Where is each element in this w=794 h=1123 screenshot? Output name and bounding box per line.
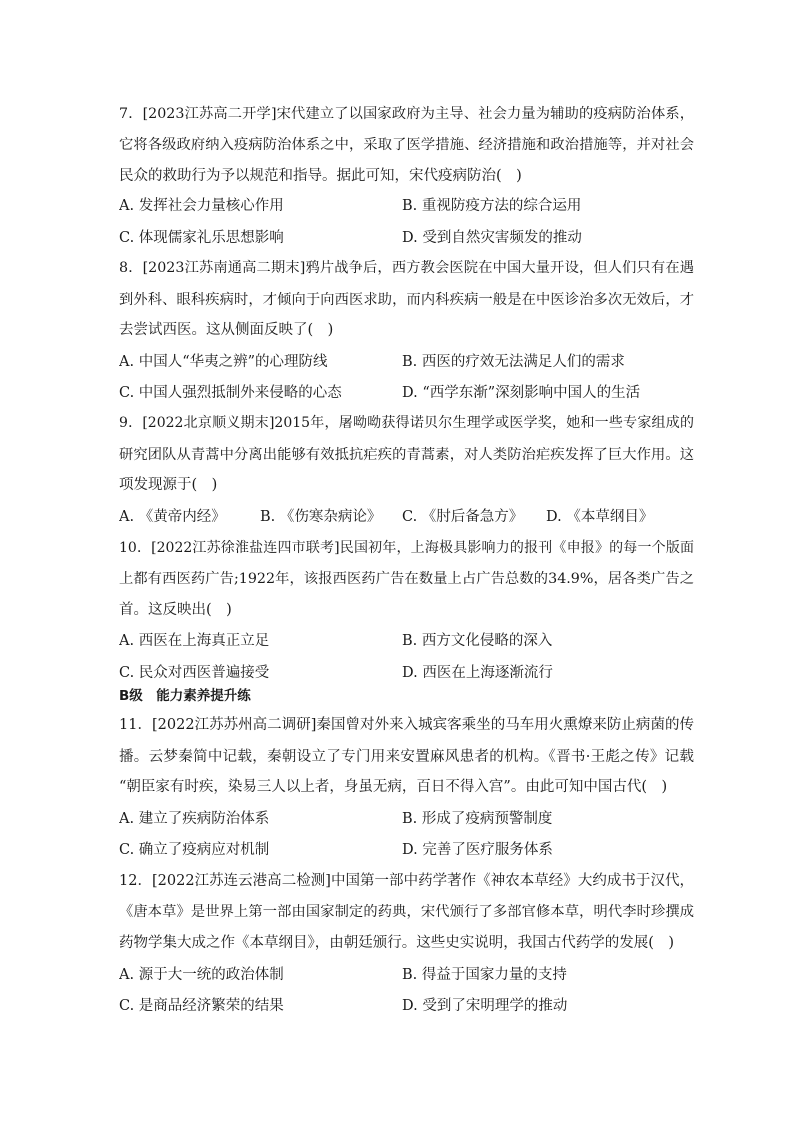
q8-option-a: A. 中国人“华夷之辨”的心理防线: [119, 354, 328, 370]
q11-stem-line: 播。云梦秦简中记载，秦朝设立了专门用来安置麻风患者的机构。《晋书·王彪之传》记载: [119, 749, 694, 765]
q8-stem-line: 8．[2023江苏南通高二期末]鸦片战争后，西方教会医院在中国大量开设，但人们只有在遇: [119, 260, 694, 276]
q7-option-a: A. 发挥社会力量核心作用: [119, 198, 284, 214]
q10-option-c: C. 民众对西医普遍接受: [119, 665, 270, 681]
q9-option-b: B. 《伤寒杂病论》: [260, 509, 382, 525]
q10-option-b: B. 西方文化侵略的深入: [402, 633, 553, 649]
q11-option-c: C. 确立了疫病应对机制: [119, 842, 270, 858]
q7-option-b: B. 重视防疫方法的综合运用: [402, 198, 582, 214]
q7-stem-line: 7．[2023江苏高二开学]宋代建立了以国家政府为主导、社会力量为辅助的疫病防治体系，: [119, 106, 694, 122]
q8-stem-line: 去尝试西医。这从侧面反映了( ): [119, 322, 334, 338]
q12-stem-line: 《唐本草》是世界上第一部由国家制定的药典，宋代颁行了多部官修本草，明代李时珍撰成: [119, 904, 694, 920]
q12-option-b: B. 得益于国家力量的支持: [402, 967, 567, 983]
q7-option-c: C. 体现儒家礼乐思想影响: [119, 230, 284, 246]
section-heading: B级 能力素养提升练: [119, 688, 251, 704]
q9-option-a: A. 《黄帝内经》: [119, 509, 226, 525]
q12-option-c: C. 是商品经济繁荣的结果: [119, 998, 284, 1014]
q10-option-d: D. 西医在上海逐渐流行: [402, 665, 553, 681]
q9-stem-line: 研究团队从青蒿中分离出能够有效抵抗疟疾的青蒿素，对人类防治疟疾发挥了巨大作用。这: [119, 447, 694, 463]
q9-stem-line: 项发现源于( ): [119, 477, 218, 493]
q7-stem-line: 它将各级政府纳入疫病防治体系之中，采取了医学措施、经济措施和政治措施等，并对社会: [119, 137, 694, 153]
q11-option-a: A. 建立了疾病防治体系: [119, 811, 270, 827]
q12-stem-line: 12．[2022江苏连云港高二检测]中国第一部中药学著作《神农本草经》大约成书于汉代，: [119, 873, 694, 889]
q8-option-c: C. 中国人强烈抵制外来侵略的心态: [119, 385, 342, 401]
q7-option-d: D. 受到自然灾害频发的推动: [402, 230, 582, 246]
q12-option-a: A. 源于大一统的政治体制: [119, 967, 284, 983]
q12-stem-line: 药物学集大成之作《本草纲目》，由朝廷颁行。这些史实说明，我国古代药学的发展( ): [119, 935, 675, 951]
q10-option-a: A. 西医在上海真正立足: [119, 633, 270, 649]
q9-option-c: C. 《肘后备急方》: [402, 509, 524, 525]
q8-option-d: D. “西学东渐”深刻影响中国人的生活: [402, 385, 641, 401]
q8-option-b: B. 西医的疗效无法满足人们的需求: [402, 354, 625, 370]
q11-stem-line: 11．[2022江苏苏州高二调研]秦国曾对外来入城宾客乘坐的马车用火熏燎来防止病菌的传: [119, 717, 694, 733]
q11-stem-line: “朝臣家有时疾，染易三人以上者，身虽无病，百日不得入宫”。由此可知中国古代( ): [119, 779, 668, 795]
q11-option-b: B. 形成了疫病预警制度: [402, 811, 553, 827]
q11-option-d: D. 完善了医疗服务体系: [402, 842, 553, 858]
q9-option-d: D. 《本草纲目》: [546, 509, 654, 525]
q10-stem-line: 上都有西医药广告;1922年，该报西医药广告在数量上占广告总数的34.9%，居各类广告之: [119, 571, 694, 587]
q8-stem-line: 到外科、眼科疾病时，才倾向于向西医求助，而内科疾病一般是在中医诊治多次无效后，才: [119, 292, 694, 308]
q12-option-d: D. 受到了宋明理学的推动: [402, 998, 568, 1014]
q9-stem-line: 9．[2022北京顺义期末]2015年，屠呦呦获得诺贝尔生理学或医学奖，她和一些专家组成的: [119, 415, 694, 431]
q10-stem-line: 10．[2022江苏徐淮盐连四市联考]民国初年，上海极具影响力的报刊《申报》的每一个版面: [119, 540, 694, 556]
q7-stem-line: 民众的救助行为予以规范和指导。据此可知，宋代疫病防治( ): [119, 168, 522, 184]
q10-stem-line: 首。这反映出( ): [119, 602, 232, 618]
